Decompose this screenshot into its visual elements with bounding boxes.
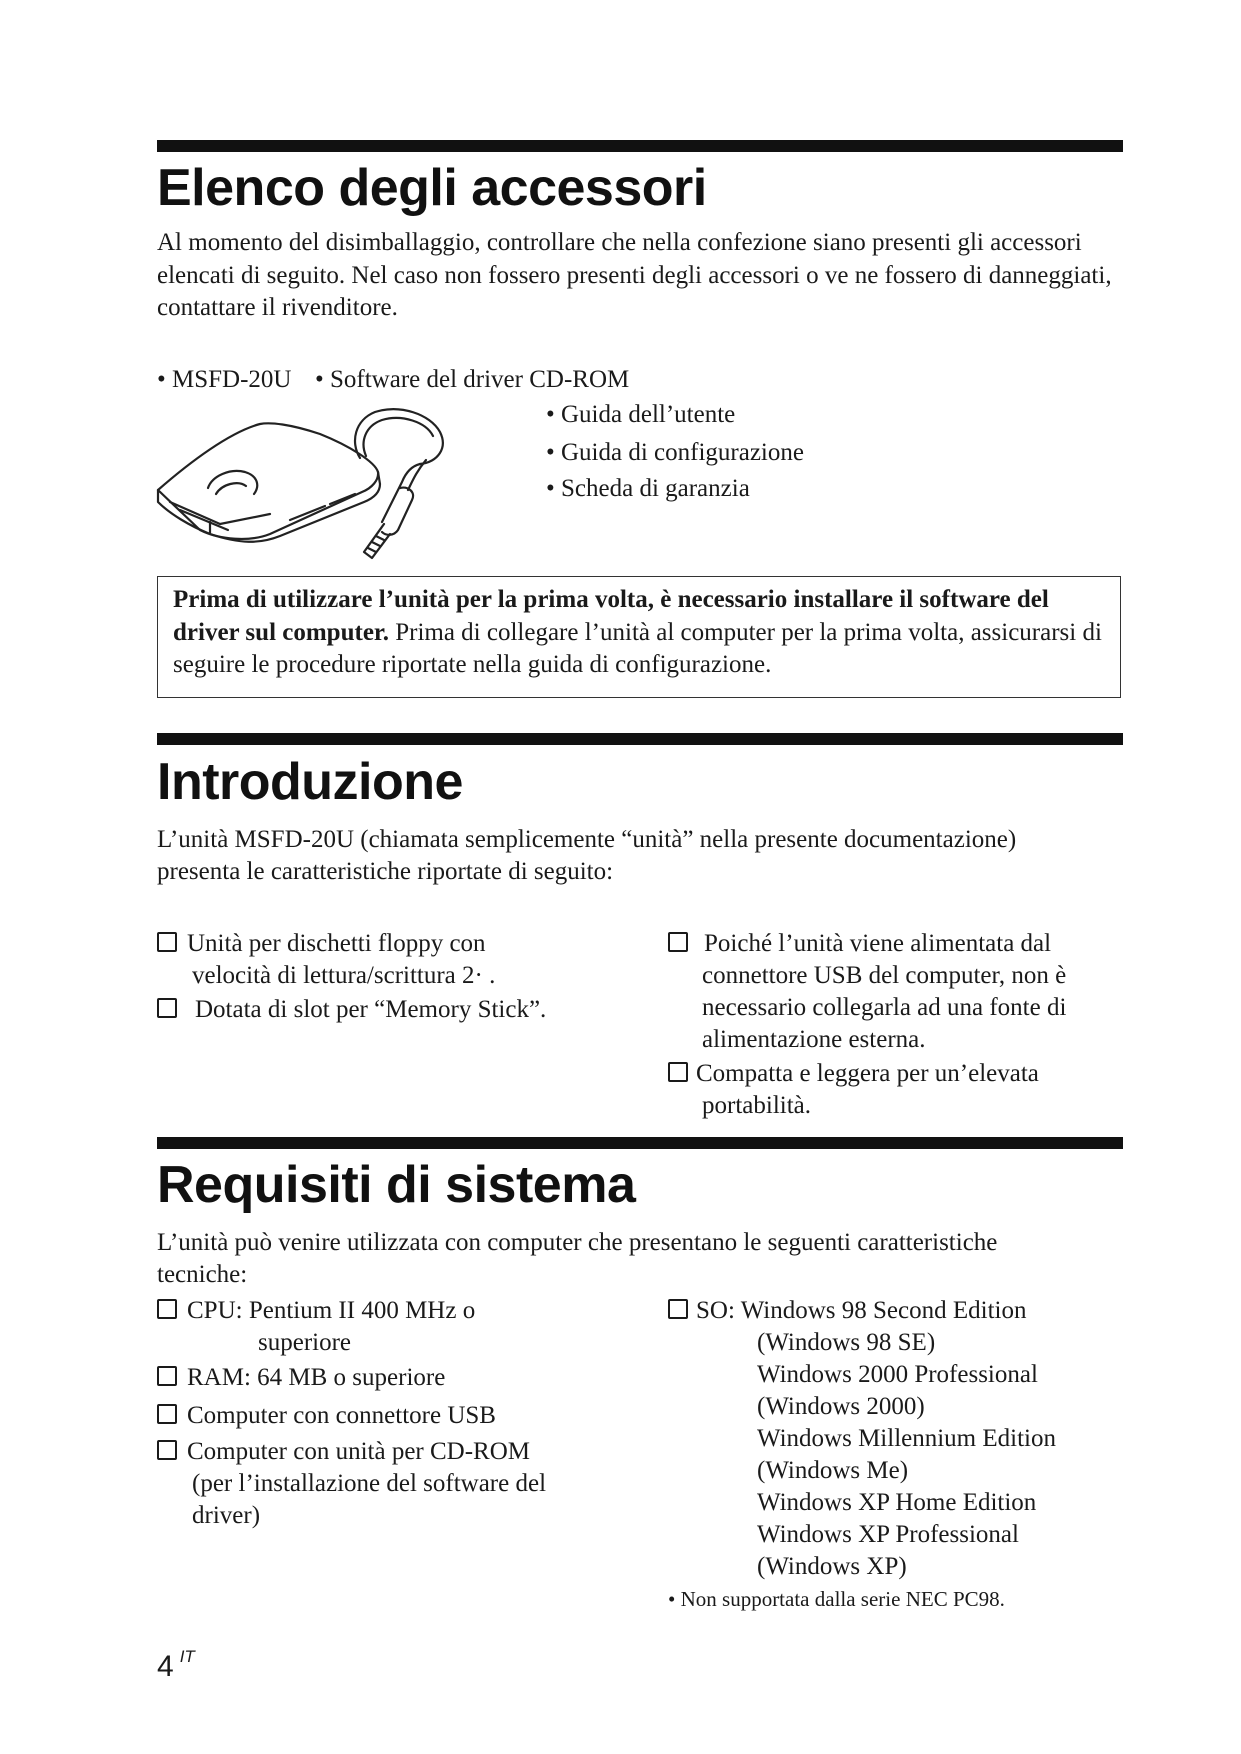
req-cdrom-text: Computer con unità per CD-ROM [187, 1438, 531, 1465]
feature-usb-power [668, 928, 1051, 960]
item-user-guide: • Guida dell’utente [546, 401, 736, 428]
section-rule-accessories [157, 140, 1123, 152]
req-cdrom-cont-2: driver) [192, 1502, 261, 1529]
os-line-2: Windows 2000 Professional [757, 1361, 1038, 1388]
checkbox-bullet-icon [157, 998, 177, 1018]
accessories-intro: Al momento del disimballaggio, controllare che nella confezione siano presenti gli accessori elencati di seguito. Nel caso non fossero presenti degli accessori o ve ne fossero di danneggiati, contattare il rivenditore. [157, 229, 1112, 321]
heading-introduzione: Introduzione [157, 753, 463, 811]
feature-usb-power-text: Poiché l’unità viene alimentata dal [704, 930, 1052, 957]
os-line-6: Windows XP Home Edition [757, 1489, 1037, 1516]
os-line-3: (Windows 2000) [757, 1393, 925, 1420]
req-ram-text: RAM: 64 MB o superiore [187, 1364, 446, 1391]
checkbox-bullet-icon [668, 1062, 688, 1082]
checkbox-bullet-icon [157, 1299, 177, 1319]
req-usb-text: Computer con connettore USB [187, 1402, 496, 1429]
feature-usb-power-cont-2: necessario collegarla ad una fonte di [702, 994, 1067, 1021]
req-cpu-cont: superiore [258, 1329, 352, 1356]
checkbox-bullet-icon [157, 1404, 177, 1424]
feature-portable-text: Compatta e leggera per un’elevata [696, 1060, 1039, 1087]
os-footnote: • Non supportata dalla serie NEC PC98. [668, 1587, 1005, 1611]
req-os-text: SO: Windows 98 Second Edition [696, 1297, 1027, 1324]
os-line-8: (Windows XP) [757, 1553, 907, 1580]
setup-notice-bold: Prima di utilizzare l’unità per la prima volta, è necessario installare il software del driver sul computer. [173, 586, 1049, 646]
item-driver-software: • Software del driver CD-ROM [315, 366, 630, 393]
intro-line-1: L’unità MSFD-20U (chiamata semplicemente “unità” nella presente documentazione) [157, 826, 1017, 853]
feature-memory-stick-text: Dotata di slot per “Memory Stick”. [195, 996, 547, 1023]
intro-line-2: presenta le caratteristiche riportate di seguito: [157, 858, 614, 885]
setup-notice-text [173, 584, 1108, 682]
req-cdrom [157, 1436, 530, 1468]
floppy-drive-illustration [150, 402, 460, 562]
item-msfd20u: • MSFD-20U [157, 366, 292, 393]
feature-floppy [157, 928, 486, 960]
heading-requisiti: Requisiti di sistema [157, 1156, 636, 1214]
requirements-intro-2: tecniche: [157, 1261, 248, 1288]
os-line-7: Windows XP Professional [757, 1521, 1019, 1548]
req-os [668, 1295, 1026, 1327]
feature-floppy-cont: velocità di lettura/scrittura 2· . [192, 962, 496, 989]
checkbox-bullet-icon [157, 1366, 177, 1386]
page-number-value: 4 [157, 1650, 174, 1683]
checkbox-bullet-icon [157, 932, 177, 952]
setup-notice-rest: Prima di collegare l’unità al computer per la prima volta, assicurarsi di seguire le procedure riportate nella guida di configurazione. [173, 618, 1102, 678]
req-usb [157, 1400, 496, 1432]
feature-memory-stick [157, 994, 546, 1026]
feature-portable-cont: portabilità. [702, 1092, 811, 1119]
feature-usb-power-cont-3: alimentazione esterna. [702, 1026, 926, 1053]
req-cpu [157, 1295, 475, 1327]
feature-usb-power-cont-1: connettore USB del computer, non è [702, 962, 1067, 989]
os-line-4: Windows Millennium Edition [757, 1425, 1056, 1452]
feature-floppy-text: Unità per dischetti floppy con [187, 930, 486, 957]
os-line-1: (Windows 98 SE) [757, 1329, 936, 1356]
checkbox-bullet-icon [668, 1299, 688, 1319]
checkbox-bullet-icon [668, 932, 688, 952]
os-line-5: (Windows Me) [757, 1457, 909, 1484]
req-cdrom-cont-1: (per l’installazione del software del [192, 1470, 547, 1497]
heading-accessories: Elenco degli accessori [157, 159, 707, 217]
item-warranty-card: • Scheda di garanzia [546, 475, 750, 502]
page-language-code: IT [179, 1647, 195, 1666]
requirements-intro-1: L’unità può venire utilizzata con computer che presentano le seguenti caratteristiche [157, 1229, 998, 1256]
req-cpu-text: CPU: Pentium II 400 MHz o [187, 1297, 476, 1324]
section-rule-requirements [157, 1137, 1123, 1149]
setup-notice-box [157, 576, 1121, 698]
req-ram [157, 1362, 445, 1394]
page-number [157, 1640, 195, 1684]
section-rule-intro [157, 733, 1123, 745]
checkbox-bullet-icon [157, 1440, 177, 1460]
item-setup-guide: • Guida di configurazione [546, 439, 804, 466]
feature-portable [668, 1058, 1039, 1090]
